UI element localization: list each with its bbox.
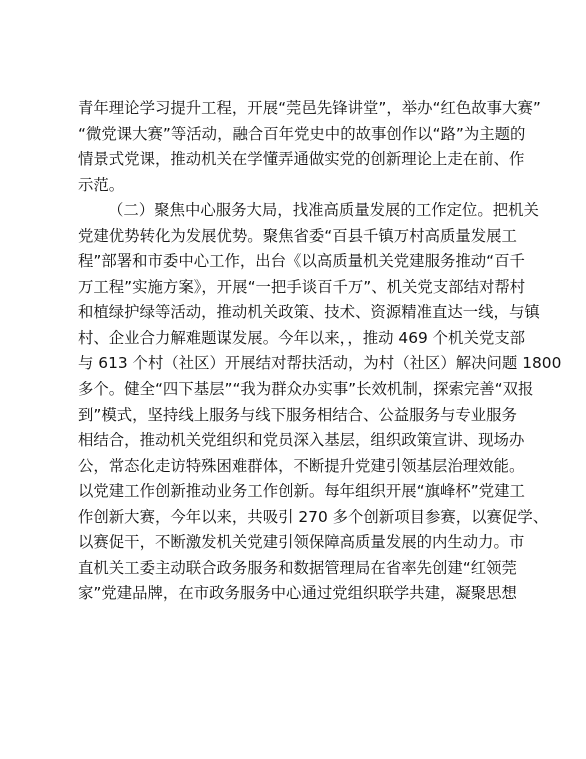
- text-line: 直机关工委主动联合政务服务和数据管理局在省率先创建“红领莞: [78, 558, 517, 577]
- text-line: 相结合，推动机关党组织和党员深入基层，组织政策宣讲、现场办: [78, 431, 525, 450]
- text-line: 作创新大赛，今年以来，共吸引 270 多个创新项目参赛，以赛促学、: [78, 507, 549, 526]
- text-line: 村、企业合力解难题谋发展。今年以来，，推动 469 个机关党支部: [78, 328, 526, 347]
- text-line: 以赛促干，不断激发机关党建引领保障高质量发展的内生动力。市: [78, 533, 525, 552]
- text-line: “微党课大赛”等活动，融合百年党史中的故事创作以“路”为主题的: [78, 124, 526, 143]
- text-line: 多个。健全“四下基层”“我为群众办实事”长效机制，探索完善“双报: [78, 380, 534, 399]
- text-line: 示范。: [78, 175, 125, 194]
- text-line: 党建优势转化为发展优势。聚焦省委“百县千镇万村高质量发展工: [78, 226, 517, 245]
- text-line: 公，常态化走访特殊困难群体，不断提升党建引领基层治理效能。: [78, 456, 525, 475]
- text-line: 和植绿护绿等活动，推动机关政策、技术、资源精准直达一线，与镇: [78, 303, 540, 322]
- text-line: 家”党建品牌，在市政务服务中心通过党组织联学共建，凝聚思想: [78, 584, 517, 603]
- text-line: 与 613 个村（社区）开展结对帮扶活动，为村（社区）解决问题 1800: [78, 354, 562, 373]
- text-line: 程”部署和市委中心工作，出台《以高质量机关党建服务推动“百千: [78, 252, 525, 271]
- body-text: [78, 96, 562, 607]
- section-heading-line: （二）聚焦中心服务大局，找准高质量发展的工作定位。把机关: [108, 201, 539, 220]
- text-line: 万工程”实施方案》，开展“一把手谈百千万”、机关党支部结对帮村: [78, 277, 526, 296]
- text-line: 到”模式，坚持线上服务与线下服务相结合、公益服务与专业服务: [78, 405, 517, 424]
- text-line: 以党建工作创新推动业务工作创新。每年组织开展“旗峰杯”党建工: [78, 482, 525, 501]
- text-line: 青年理论学习提升工程，开展“莞邑先锋讲堂”，举办“红色故事大赛”: [78, 99, 541, 117]
- text-line: 情景式党课，推动机关在学懂弄通做实党的创新理论上走在前、作: [78, 150, 525, 169]
